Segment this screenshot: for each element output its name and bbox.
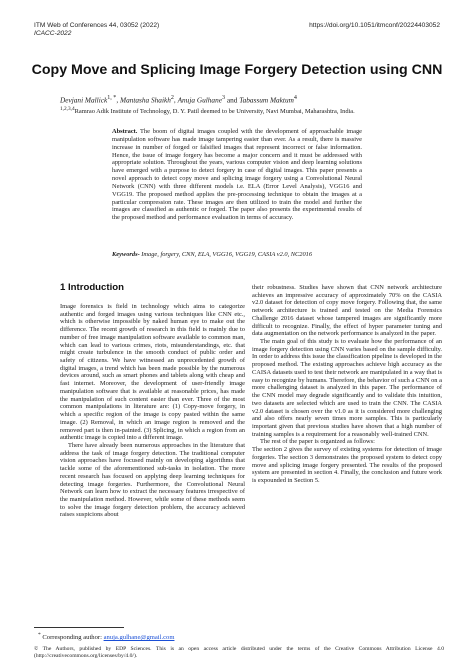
body-paragraph: The section 2 gives the survey of existing systems for detection of image forgeries. The section 3 demonstrates the proposed system to detect copy move and splicing image forgery presented. The results of the proposed system are presented in section 4. Finally, the conclusion and future work is expounded in Section 5. [252,446,442,484]
author-name: Mantasha Shaikh [120,95,171,105]
affiliation [60,105,440,116]
author-email-link[interactable]: anuja.gulhane@gmail.com [103,634,175,642]
running-header-left [34,22,159,38]
body-paragraph: their robustness. Studies have shown that CNN network architecture achieves an impressive accuracy of approximately 70% on the CASIA v2.0 dataset for detection of copy move forgery. Following that, the same network architecture is trained and tested on the Media Forensics Challenge 2016 dataset whose tampered images are significantly more difficult to recognize. Finally, the effect of hyper parameter tuning and data augmentation on the network performance is analyzed in the paper. [252,284,442,338]
license-statement: © The Authors, published by EDP Sciences. This is an open access article distributed under the terms of the Creative Commons Attribution License 4.0 (http://creativecommons.org/licenses/by/4.0/). [34,646,444,659]
body-paragraph: The rest of the paper is organized as follows: [260,438,375,446]
author-name: Tabassum Maktum [239,95,294,105]
footnote-label: Corresponding author: [42,634,104,642]
conference-name: ICACC-2022 [34,30,72,37]
body-paragraph: The main goal of this study is to evaluate how the performance of an image forgery detection using CNN varies based on the sample difficulty. In order to address this issue the classification pipeline is developed in the proposed method. The existing approaches achieve high accuracy as the CAISA datasets used to test their network are manipulated in a way that is easy to recognize by humans. Therefore, the behavior of such a CNN on a more challenging dataset is analyzed in this paper. The performance of the CNN model may degrade significantly and to validate this intuition, two datasets are selected which are used to train the CNN. The CASIA v2.0 dataset is chosen over the v1.0 as it is considered more challenging and also offers nearly seven times more samples. This is particularly important given that previous studies have shown that a high number of training samples is a requirement for a reasonably well-trained CNN. [252,338,442,438]
keywords-label: Keywords- [112,251,140,258]
journal-citation: ITM Web of Conferences 44, 03052 (2022) [34,22,160,29]
keywords [112,251,362,259]
abstract-label: Abstract. [112,128,138,135]
author-affiliation-mark: 3 [221,95,226,101]
section-heading-introduction: 1 Introduction [60,282,124,293]
author-name: Anuja Gulhane [177,95,222,105]
left-column [60,282,245,519]
affiliation-text: Ramrao Adik Institute of Technology, D. Y. Patil deemed to be University, Navi Mumbai, Maharashtra, India. [74,108,355,116]
abstract-text: The boom of digital images coupled with the development of approachable image manipulation software has made image tampering easier than ever. As a result, there is massive increase in number of forged or falsified images that represent incorrect or false information. Hence, the issue of image forgery has become a major concern and it must be addressed with appropriate solution. Throughout the years, various computer vision and deep learning solutions have emerged with a purpose to detect forgery in case of digital images. This paper presents a novel approach to detect copy move and splicing image forgery using a Convolutional Neural Network (CNN) with three different models i.e. ELA (Error Level Analysis), VGG16 and VGG19. The proposed method applies the pre-processing technique to obtain the images at a particular compression rate. These images are then utilized to train the model and further the images are classified as authentic or forged. The paper also presents the experimental results of the proposed method and performance evaluation in terms of accuracy. [112,128,362,222]
body-paragraph: Image forensics is field in technology which aims to categorize authentic and forged images using various techniques like CNN etc., which is otherwise impossible by naked human eye to make out the difference. The recent growth of research in this field is mainly due to number of free image manipulation software available to common man, which can lead to various crimes, riots, misunderstandings, etc. that might create turbulence in the smooth conduct of public order and safety of citizens. We have witnessed an unprecedented growth of digital images, a trend which has been made possible by the numerous devices around, such as smart phones and tablets along with cheap and fast internet. Moreover, the development of user-friendly image manipulation software that is available at reasonable prices, has made the manipulation of such content easier than ever. Three of the most common manipulations in literature are: (1) Copy-move forgery, in which a specific region of the image is copy pasted within the same image. (2) Removal, in which an image region is removed and the removed part is then in-painted. (3) Splicing, in which a region from an authentic image is copied into a different image. [60,303,245,442]
paper-title: Copy Move and Splicing Image Forgery Detection using CNN [31,62,443,78]
author-affiliation-mark: 1, * [107,95,117,101]
body-paragraph: There have already been numerous approaches in the literature that address the task of image forgery detection. The traditional computer vision approaches have focused mainly on developing algorithms that tackle some of the aforementioned sub-tasks in isolation. The more recent research has focused on applying deep learning techniques for detecting image forgeries. Furthermore, the Convolutional Neural Network can learn how to extract the necessary features irrespective of the manipulation method. However, while some of these methods seem to solve the image forgery detection problem, the accuracy achieved raises suspicions about [60,441,245,519]
author-list: Devjani Mallick$^{1, *}$, Mantasha Shaikh$^2$, Anuja Gulhane$^3$ and Tabassum Maktum$^4$ [60,95,297,105]
abstract [112,128,362,222]
footnote-divider [34,627,124,628]
author-name: Devjani Mallick [60,95,108,105]
affiliation-marks: 1,2,3,4 [60,106,75,112]
doi-link[interactable]: https://doi.org/10.1051/itmconf/20224403052 [309,22,440,29]
keywords-text: Image, forgery, CNN, ELA, VGG16, VGG19, CASIA v2.0, NC2016 [139,251,313,258]
right-column [252,284,442,485]
author-affiliation-mark: 4 [293,95,297,101]
footnote-marker: * [38,632,41,638]
corresponding-author-footnote [38,631,174,642]
author-affiliation-mark: 2 [170,95,174,101]
